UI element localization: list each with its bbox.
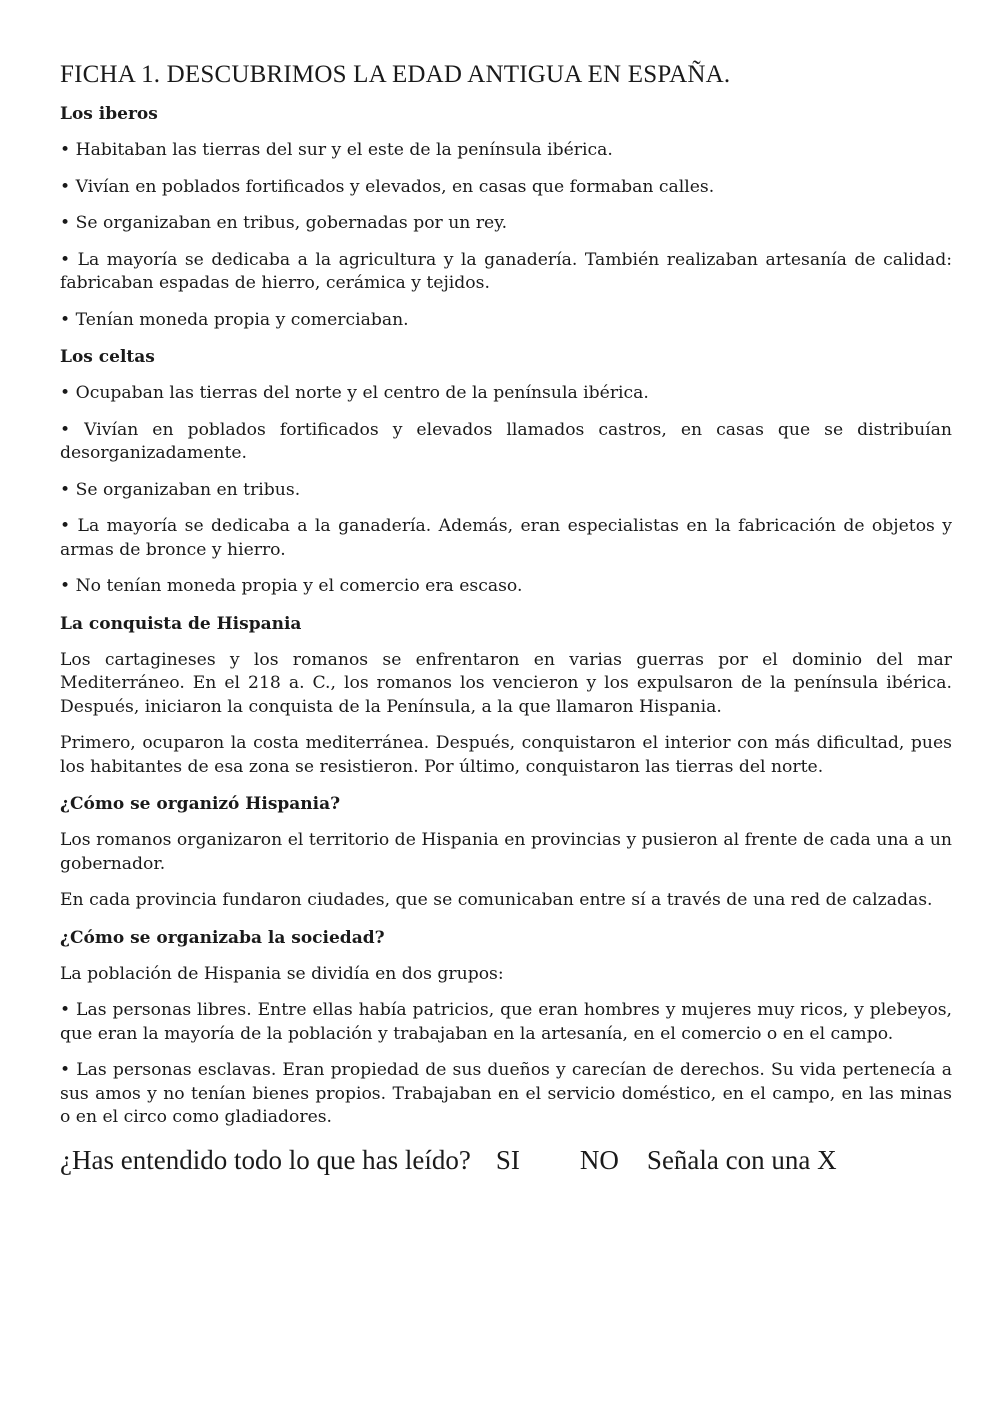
worksheet-page <box>60 58 952 1177</box>
section-sociedad <box>60 926 952 1130</box>
paragraph: Primero, ocuparon la costa mediterránea. Después, conquistaron el interior con más dificultad, pues los habitantes de esa zona se resistieron. Por último, conquistaron las tierras del norte. <box>60 733 952 777</box>
list-item: • Las personas esclavas. Eran propiedad de sus dueños y carecían de derechos. Su vida pertenecía a sus amos y no tenían bienes propios. Trabajaban en el servicio doméstico, en el campo, en las minas o en el circo como gladiadores. <box>60 1060 952 1127</box>
list-item: • No tenían moneda propia y el comercio era escaso. <box>60 576 523 596</box>
section-iberos <box>60 102 952 332</box>
list-item: • Habitaban las tierras del sur y el este de la península ibérica. <box>60 140 613 160</box>
list-item: • Vivían en poblados fortificados y elevados llamados castros, en casas que se distribuían desorganizadamente. <box>60 419 952 463</box>
list-item: • Ocupaban las tierras del norte y el centro de la península ibérica. <box>60 383 649 403</box>
list-item: • Las personas libres. Entre ellas había patricios, que eran hombres y mujeres muy ricos, y plebeyos, que eran la mayoría de la población y trabajaban en la artesanía, en el comercio o en el campo. <box>60 1000 952 1044</box>
list-item: • La mayoría se dedicaba a la agricultura y la ganadería. También realizaban artesanía de calidad: fabricaban espadas de hierro, cerámica y tejidos. <box>60 249 952 293</box>
list-item: • Vivían en poblados fortificados y elevados, en casas que formaban calles. <box>60 176 715 197</box>
section-heading: Los celtas <box>60 347 155 367</box>
section-heading: Los iberos <box>60 104 158 124</box>
section-heading: ¿Cómo se organizó Hispania? <box>60 794 341 814</box>
option-no[interactable]: NO <box>579 1144 619 1175</box>
section-organizacion <box>60 792 952 913</box>
section-conquista <box>60 612 952 780</box>
list-item: • Se organizaban en tribus. <box>60 479 301 500</box>
paragraph: La población de Hispania se dividía en dos grupos: <box>60 963 504 984</box>
section-heading: ¿Cómo se organizaba la sociedad? <box>60 927 385 948</box>
question-instruction: Señala con una X <box>646 1144 837 1175</box>
page-title: FICHA 1. DESCUBRIMOS LA EDAD ANTIGUA EN ESPAÑA. <box>60 61 731 88</box>
section-celtas <box>60 345 952 599</box>
comprehension-question <box>60 1143 952 1177</box>
paragraph: Los cartagineses y los romanos se enfrentaron en varias guerras por el dominio del mar Mediterráneo. En el 218 a. C., los romanos los vencieron y los expulsaron de la península ibérica. Después, iniciaron la conquista de la Península, a la que llamaron Hispania. <box>60 649 952 717</box>
list-item: • La mayoría se dedicaba a la ganadería. Además, eran especialistas en la fabricación de objetos y armas de bronce y hierro. <box>60 516 952 560</box>
section-heading: La conquista de Hispania <box>60 613 302 634</box>
question-text: ¿Has entendido todo lo que has leído? <box>60 1144 471 1175</box>
option-si[interactable]: SI <box>495 1144 520 1175</box>
list-item: • Se organizaban en tribus, gobernadas por un rey. <box>60 213 508 233</box>
paragraph: Los romanos organizaron el territorio de Hispania en provincias y pusieron al frente de cada una a un gobernador. <box>60 830 952 874</box>
paragraph: En cada provincia fundaron ciudades, que se comunicaban entre sí a través de una red de calzadas. <box>60 890 933 910</box>
list-item: • Tenían moneda propia y comerciaban. <box>60 309 409 330</box>
